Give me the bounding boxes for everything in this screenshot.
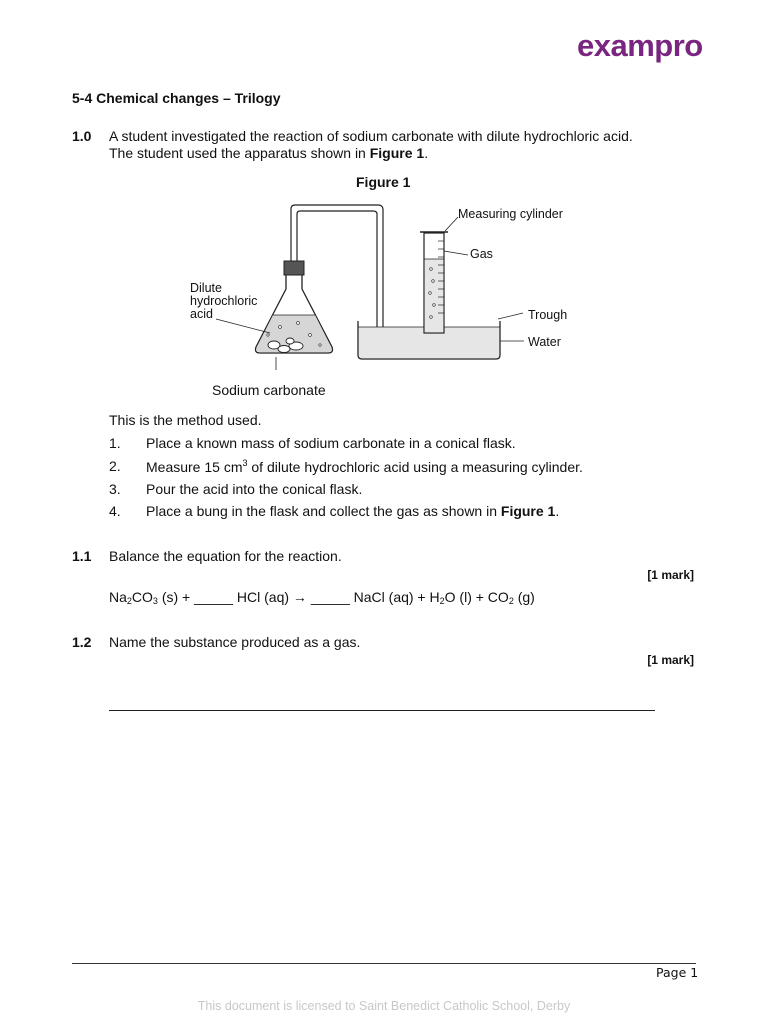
chemical-equation: $Na_2CO_3$ (s) + _____ HCl (aq) → _____ NaCl $(aq) + H_2O$ $(l) + CO_2$ (g) <box>109 589 535 606</box>
method-intro: This is the method used. <box>109 412 262 428</box>
step-number: 1. <box>109 435 121 451</box>
label-measuring-cylinder: Measuring cylinder <box>458 207 563 221</box>
mark-badge: [1 mark] <box>647 653 694 667</box>
label-water: Water <box>528 335 561 349</box>
footer-divider <box>72 963 696 964</box>
question-number-1-2: 1.2 <box>72 634 92 650</box>
page-number: Page 1 <box>656 965 699 980</box>
figure-reference: Figure 1 <box>369 145 425 161</box>
step-text: Measure 15 $cm^3$ of dilute hydrochloric acid using a measuring cylinder. <box>146 458 583 475</box>
question-1-0-line2: The student used the apparatus shown in Figure 1. <box>109 145 429 161</box>
step-text: Place a bung in the flask and collect the gas as shown in Figure 1. <box>146 503 560 519</box>
answer-line[interactable] <box>109 710 655 711</box>
figure-title: Figure 1 <box>356 174 411 190</box>
step-number: 4. <box>109 503 121 519</box>
label-hydrochloric: hydrochloric <box>190 294 258 308</box>
apparatus-diagram <box>180 195 600 375</box>
question-1-2-text: Name the substance produced as a gas. <box>109 634 361 650</box>
step-text: Place a known mass of sodium carbonate in a conical flask. <box>146 435 516 451</box>
label-dilute: Dilute <box>190 281 222 295</box>
label-trough: Trough <box>528 308 568 322</box>
mark-badge: [1 mark] <box>647 568 694 582</box>
question-number-1-1: 1.1 <box>72 548 92 564</box>
question-number-1-0: 1.0 <box>72 128 92 144</box>
step-text: Pour the acid into the conical flask. <box>146 481 363 497</box>
label-gas: Gas <box>470 247 493 261</box>
label-acid: acid <box>190 307 213 321</box>
step-number: 3. <box>109 481 121 497</box>
label-sodium-carbonate: Sodium carbonate <box>212 382 326 398</box>
question-1-0-line1: A student investigated the reaction of sodium carbonate with dilute hydrochloric acid. <box>109 128 633 144</box>
question-1-1-text: Balance the equation for the reaction. <box>109 548 342 564</box>
page-title: 5-4 Chemical changes – Trilogy <box>72 90 281 106</box>
exampro-logo: exampro <box>577 28 703 63</box>
bung <box>284 261 304 275</box>
step-number: 2. <box>109 458 121 474</box>
license-notice: This document is licensed to Saint Benedict Catholic School, Derby <box>197 999 571 1013</box>
